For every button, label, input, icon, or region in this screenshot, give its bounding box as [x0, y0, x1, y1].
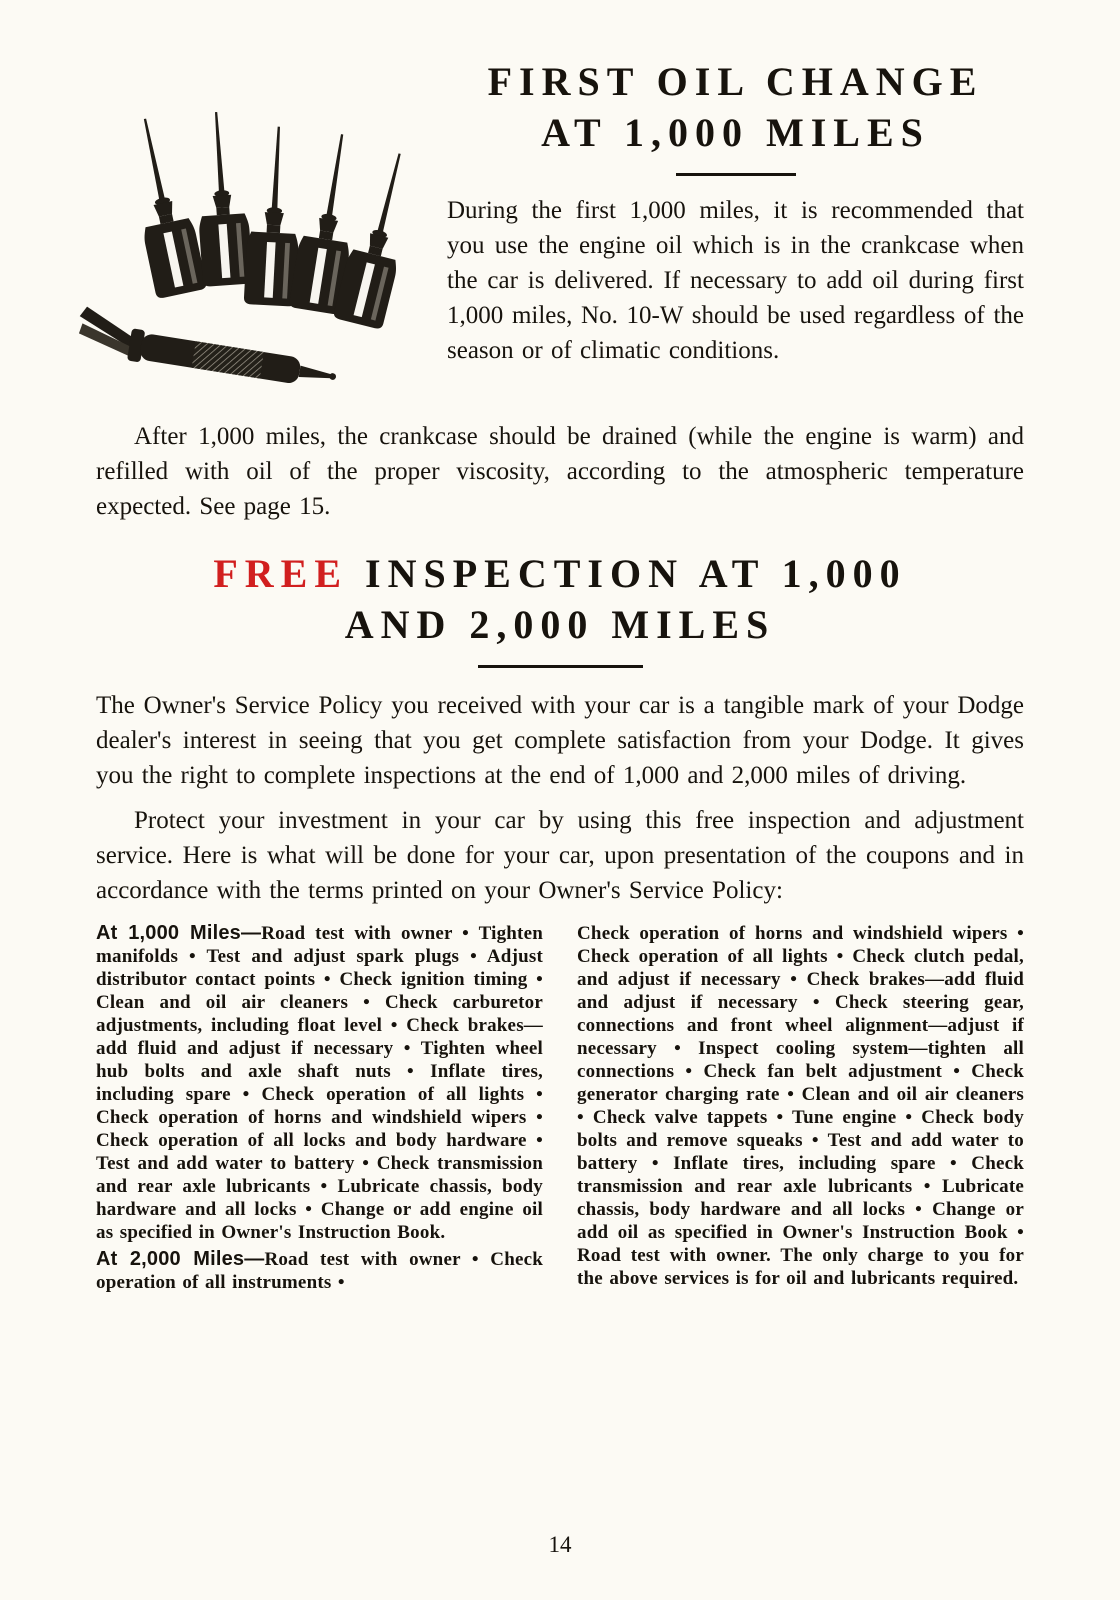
section2-title — [96, 548, 1024, 650]
oil-cans-drawing — [78, 50, 423, 404]
first-oil-change-paragraph: During the first 1,000 miles, it is recommended that you use the engine oil which is in the crankcase when the car is delivered. If necessary to add oil during first 1,000 miles, No. 10-W should be used regardless of the season or of climatic conditions. — [447, 197, 1024, 365]
after-1000-miles-paragraph: After 1,000 miles, the crankcase should be drained (while the engine is warm) and refilled with oil of the proper viscosity, according to the atmospheric temperature expected. See page 15. — [96, 423, 1024, 520]
grease-gun — [78, 306, 341, 393]
at-2000-miles-items: Road test with owner • Check operation of all instruments • — [96, 1249, 543, 1294]
first-oil-change-section — [423, 50, 1024, 378]
at-2000-miles-paragraph — [96, 1248, 543, 1294]
oil-cans-illustration — [78, 50, 423, 409]
section2-title-line2: AND 2,000 MILES — [344, 602, 776, 648]
free-word: FREE — [213, 551, 349, 596]
section2-title-rule — [478, 665, 643, 668]
section1-title — [447, 56, 1024, 158]
at-2000-miles-heading: At 2,000 Miles— — [96, 1248, 265, 1271]
at-2000-miles-items-continued: Check operation of horns and windshield wipers • Check operation of all lights • Check clutch pedal, and adjust if necessary • Check brakes—add fluid and adjust if necessary • Check steering gear, connections and front wheel alignment—adjust if necessary • Inspect cooling system—tighten all connections • Check fan belt adjustment • Check generator charging rate • Clean and oil air cleaners • Check valve tappets • Tune engine • Check body bolts and remove squeaks • Test and add water to battery • Inflate tires, including spare • Check transmission and rear axle lubricants • Lubricate chassis, body hardware and all locks • Change or add oil as specified in Owner's Instruction Book • Road test with owner. The only charge to you for the above services is for oil and lubricants required. — [577, 923, 1024, 1290]
at-1000-miles-items: Road test with owner • Tighten manifolds • Test and adjust spark plugs • Adjust distributor contact points • Check ignition timing • Clean and oil air cleaners • Check carburetor adjustments, including float level • Check brakes—add fluid and adjust if necessary • Tighten wheel hub bolts and axle shaft nuts • Inflate tires, including spare • Check operation of all lights • Check operation of horns and windshield wipers • Check operation of all locks and body hardware • Test and add water to battery • Check transmission and rear axle lubricants • Lubricate chassis, body hardware and all locks • Change or add engine oil as specified in Owner's Instruction Book. — [96, 923, 543, 1244]
inspection-checklist — [96, 922, 1024, 1298]
section2-title-line1 — [96, 548, 1024, 599]
page-number: 14 — [548, 1532, 572, 1557]
top-section — [96, 50, 1024, 409]
service-policy-paragraph: The Owner's Service Policy you received with your car is a tangible mark of your Dodge dealer's interest in seeing that you get complete satisfaction from your Dodge. It gives you the right to complete inspections at the end of 1,000 and 2,000 miles of driving. — [96, 692, 1024, 790]
section1-title-line2: AT 1,000 MILES — [541, 110, 930, 156]
protect-investment-paragraph: Protect your investment in your car by using this free inspection and adjustment service. Here is what will be done for your car, upon presentation of the coupons and in accordance with the terms printed on your Owner's Service Policy: — [96, 807, 1024, 905]
section1-title-line1: FIRST OIL CHANGE — [487, 59, 984, 104]
at-1000-miles-paragraph — [96, 922, 543, 1244]
section2-title-line1-rest: INSPECTION AT 1,000 — [348, 551, 907, 596]
at-1000-miles-heading: At 1,000 Miles— — [96, 922, 262, 945]
section1-title-rule — [676, 173, 796, 176]
checklist-left-column — [96, 922, 543, 1298]
checklist-right-column — [577, 922, 1024, 1298]
